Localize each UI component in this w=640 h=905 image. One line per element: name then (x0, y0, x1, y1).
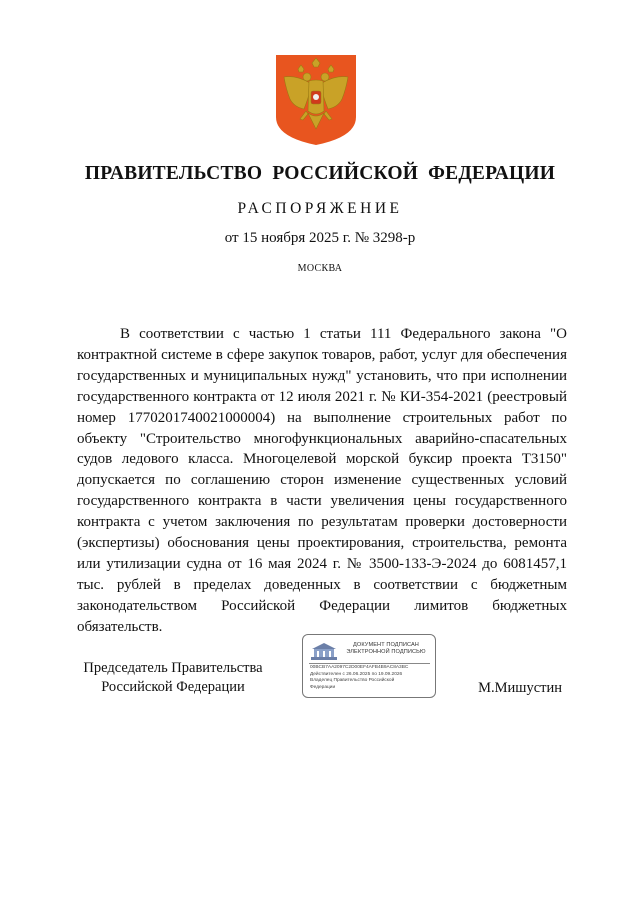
stamp-title (339, 642, 433, 656)
order-body-text: В соответствии с частью 1 статьи 111 Федерального закона "О контрактной системе в сфере закупок товаров, работ, услуг для обеспечения государственных и муниципальных нужд" установить, что при исполнении государственного контракта от 12 июля 2021 г. № КИ-354-2021 (реестровый номер 1770201740021000004) на выполнение строительных работ по объекту "Строительство многофункциональных аварийно-спасательных судов ледового класса. Многоцелевой морской буксир проекта Т3150" допускается по соглашению сторон изменение существенных условий государственного контракта в части увеличения цены государственного контракта с учетом заключения по результатам проверки достоверности (экспертизы) обоснования цены проектирования, строительства, ремонта или утилизации судна от 16 мая 2024 г. № 3500-133-Э-2024 до 6081457,1 тыс. рублей в пределах доведенных в соответствии с бюджетным законодательством Российской Федерации лимитов бюджетных обязательств. (77, 326, 567, 635)
stamp-owner: Федерации (310, 684, 336, 690)
signer-position-line: Председатель Правительства (83, 660, 263, 676)
stamp-validity: Действителен с 26.06.2025 по 19.09.2026 (310, 671, 403, 677)
stamp-title-line: ДОКУМЕНТ ПОДПИСАН (353, 642, 419, 648)
stamp-details (310, 665, 434, 691)
stamp-title-line: ЭЛЕКТРОННОЙ ПОДПИСЬЮ (346, 649, 426, 655)
document-city: МОСКВА (297, 263, 343, 274)
stamp-divider (309, 663, 430, 664)
government-title: ПРАВИТЕЛЬСТВО РОССИЙСКОЙ ФЕДЕРАЦИИ (84, 163, 556, 184)
document-date-number: от 15 ноября 2025 г. № 3298-р (224, 230, 416, 246)
signer-position-line: Российской Федерации (101, 679, 245, 695)
document-type: РАСПОРЯЖЕНИЕ (237, 200, 403, 217)
signer-position (72, 659, 274, 697)
stamp-owner: Владелец Правительство Российской (310, 678, 395, 684)
coat-of-arms (276, 55, 356, 145)
stamp-certificate: 00BCB7AA2097C2D00EF4AFB4B9AC8A3BC (310, 665, 409, 670)
signer-name: М.Мишустин (478, 680, 562, 696)
government-building-icon (309, 641, 339, 663)
electronic-signature-stamp (302, 634, 436, 698)
coat-of-arms-icon (276, 55, 356, 145)
